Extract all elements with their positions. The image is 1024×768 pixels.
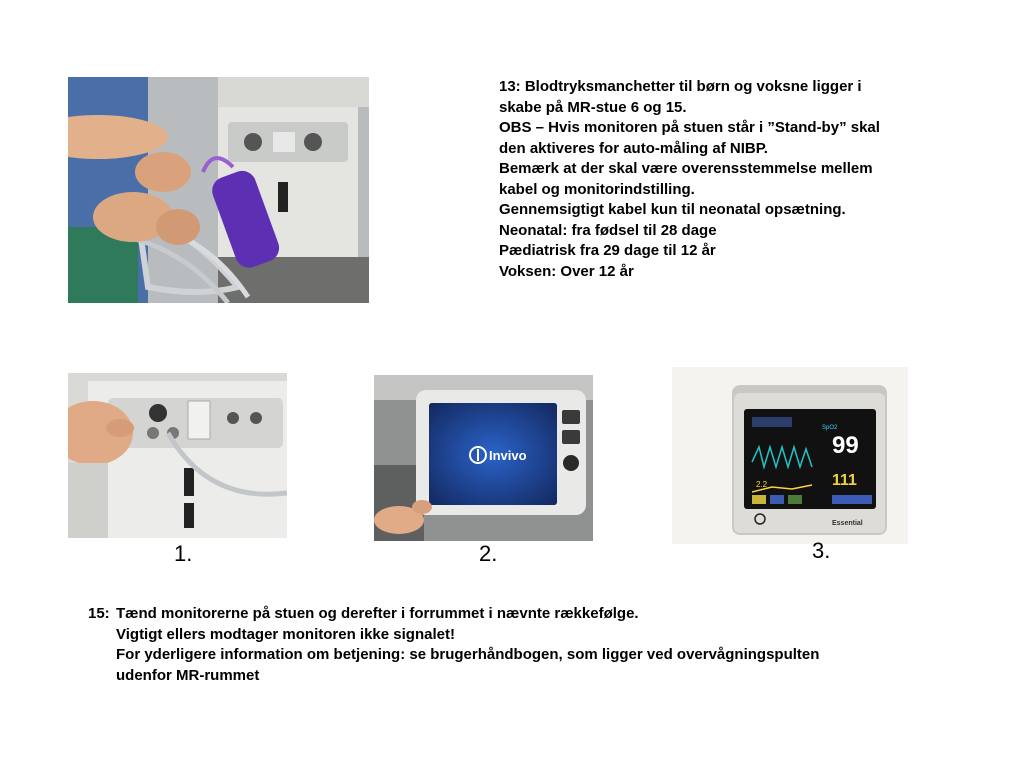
- info-line: 13: Blodtryksmanchetter til børn og voksne ligger i: [499, 78, 862, 95]
- essential-brand: Essential: [832, 520, 863, 527]
- step-line: For yderligere information om betjening: se brugerhåndbogen, som ligger ved overvågningspulten: [116, 646, 820, 663]
- spo2-label: SpO2: [822, 425, 838, 431]
- invivo-screen-brand: Invivo: [489, 448, 527, 463]
- hr-value: 111: [832, 472, 857, 489]
- step-line: Vigtigt ellers modtager monitoren ikke signalet!: [116, 625, 455, 643]
- step-block-15: [88, 604, 968, 686]
- info-line: skabe på MR-stue 6 og 15.: [499, 98, 687, 116]
- step-line: Tænd monitorerne på stuen og derefter i forrummet i nævnte rækkefølge.: [116, 605, 639, 622]
- photo-invivo-monitor: [374, 375, 593, 541]
- step-line: udenfor MR-rummet: [116, 666, 260, 684]
- photo-connector-panel: [68, 373, 287, 538]
- info-line: Gennemsigtigt kabel kun til neonatal opsætning.: [499, 201, 846, 218]
- info-line: Neonatal: fra fødsel til 28 dage: [499, 221, 717, 239]
- info-line: Voksen: Over 12 år: [499, 262, 634, 280]
- step-number: 15:: [88, 605, 110, 622]
- figure-label-3: 3.: [812, 538, 831, 563]
- figure-label-2: 2.: [479, 541, 498, 566]
- figure-label-1: 1.: [174, 541, 193, 566]
- info-block-13: [499, 77, 969, 282]
- spo2-value: 99: [832, 432, 859, 459]
- info-line: OBS – Hvis monitoren på stuen står i ”Stand-by” skal: [499, 119, 880, 136]
- photo-bp-cuff: [68, 77, 369, 303]
- info-line: Bemærk at der skal være overensstemmelse mellem: [499, 160, 873, 177]
- photo-essential-monitor: [672, 367, 908, 544]
- info-line: den aktiveres for auto-måling af NIBP.: [499, 139, 768, 157]
- resp-value: 2.2: [756, 480, 768, 489]
- info-line: kabel og monitorindstilling.: [499, 180, 695, 198]
- info-line: Pædiatrisk fra 29 dage til 12 år: [499, 242, 716, 259]
